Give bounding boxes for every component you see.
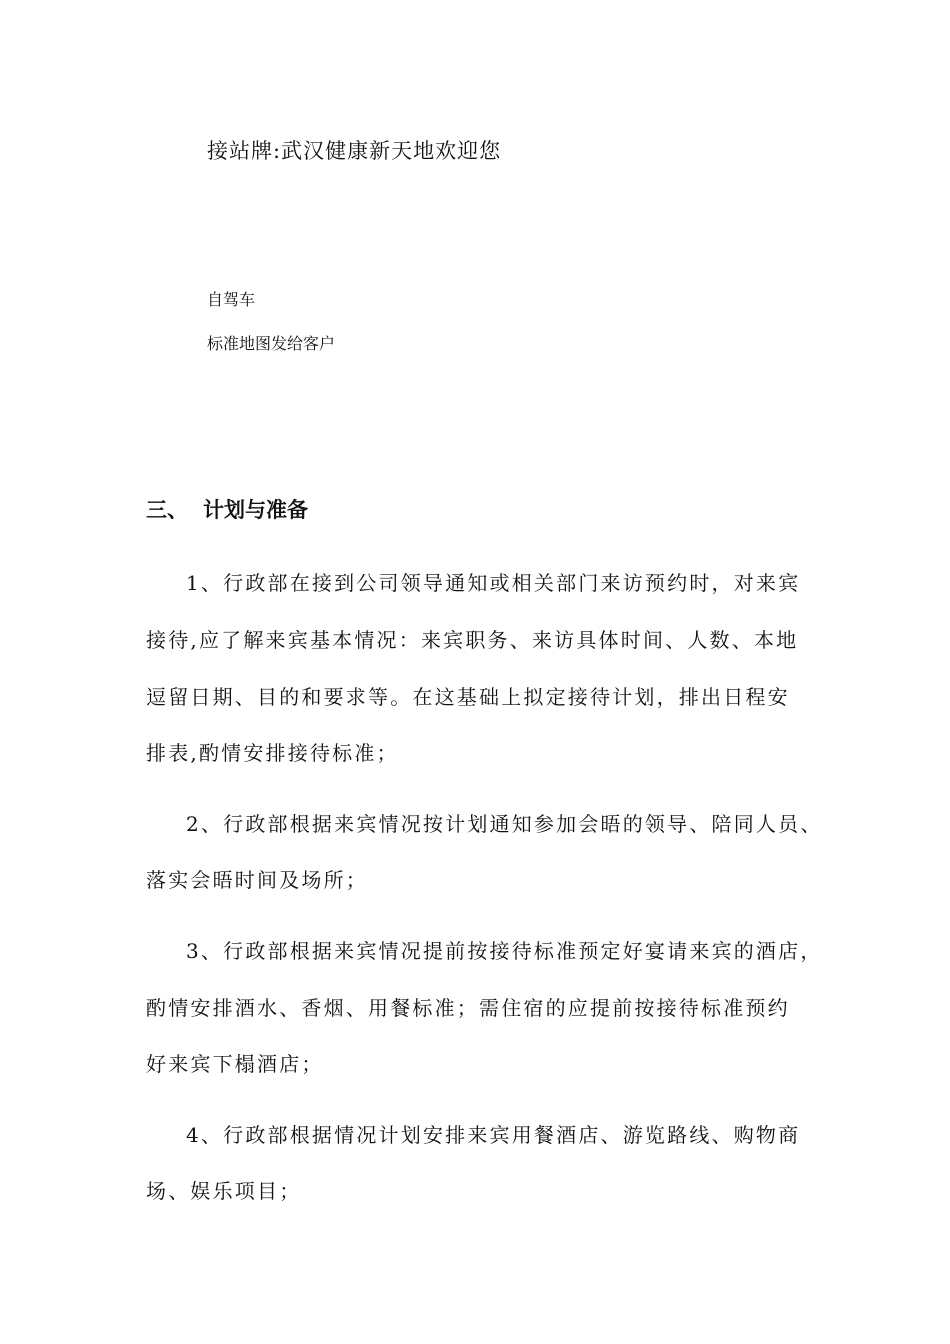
paragraph-1-line-1: 1、行政部在接到公司领导通知或相关部门来访预约时，对来宾 (186, 571, 801, 595)
paragraph-2-line-1: 2、行政部根据来宾情况按计划通知参加会晤的领导、陪同人员、 (186, 812, 823, 836)
section-heading (146, 494, 308, 524)
paragraph-3-line-1: 3、行政部根据来宾情况提前按接待标准预定好宴请来宾的酒店， (186, 939, 823, 963)
map-note: 标准地图发给客户 (207, 334, 336, 353)
paragraph-1-line-3: 逗留日期、目的和要求等。在这基础上拟定接待计划，排出日程安 (146, 685, 790, 709)
paragraph-3-line-3: 好来宾下榻酒店； (146, 1052, 324, 1076)
paragraph-4-line-2: 场、娱乐项目； (146, 1179, 302, 1203)
section-number: 三、 (146, 498, 188, 522)
paragraph-2-line-2: 落实会晤时间及场所； (146, 868, 368, 892)
section-title: 计划与准备 (203, 498, 308, 522)
paragraph-3-line-2: 酌情安排酒水、香烟、用餐标准；需住宿的应提前按接待标准预约 (146, 996, 790, 1020)
paragraph-1-line-2: 接待,应了解来宾基本情况：来宾职务、来访具体时间、人数、本地 (146, 628, 799, 652)
welcome-sign-text: 接站牌:武汉健康新天地欢迎您 (207, 139, 502, 163)
paragraph-4-line-1: 4、行政部根据情况计划安排来宾用餐酒店、游览路线、购物商 (186, 1123, 801, 1147)
self-drive-label: 自驾车 (207, 290, 256, 309)
paragraph-1-line-4: 排表,酌情安排接待标准； (146, 741, 399, 765)
